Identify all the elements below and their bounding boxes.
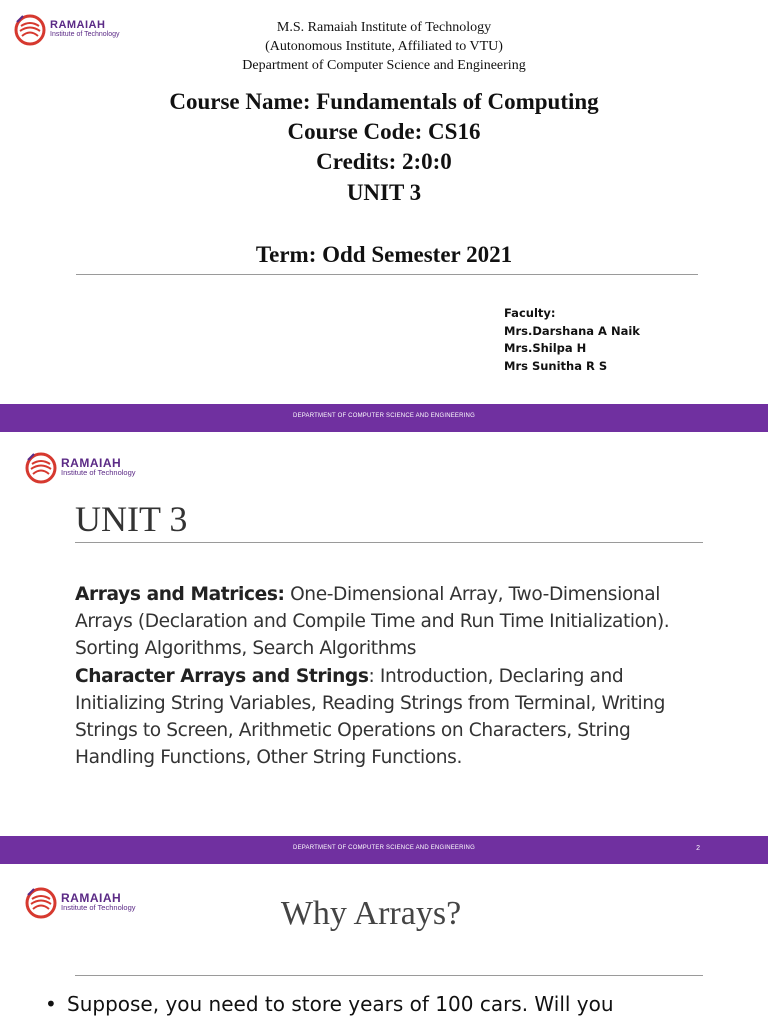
unit-syllabus (75, 581, 715, 771)
slide-title: Why Arrays? (280, 895, 462, 932)
faculty-block (504, 305, 640, 375)
ramaiah-logo (24, 450, 136, 484)
logo-name: RAMAIAH (61, 456, 122, 471)
topic-description: One-Dimensional Array, Two-Dimensional Arrays (Declaration and Compile Time and Run Time Initialization). Sorting Algorithms, Search Algorithms (75, 584, 670, 660)
page-number: 2 (696, 845, 700, 852)
slide-footer (0, 836, 768, 864)
topic-heading: Character Arrays and Strings (75, 665, 369, 687)
title-divider (75, 975, 703, 976)
logo-subtitle: Institute of Technology (61, 468, 136, 478)
ramaiah-logo-icon (24, 450, 58, 484)
topic-description: : Introduction, Declaring and Initializing String Variables, Reading Strings from Terminal, Writing Strings to Screen, Arithmetic Operations on Characters, String Handling Functions, Other String Functions. (75, 665, 666, 769)
title-divider (76, 274, 698, 275)
term-line: Term: Odd Semester 2021 (255, 242, 513, 267)
institute-affiliation: (Autonomous Institute, Affiliated to VTU) (265, 39, 503, 54)
bullet-glyph: • (45, 992, 57, 1016)
faculty-heading: Faculty: (504, 306, 556, 320)
footer-department: DEPARTMENT OF COMPUTER SCIENCE AND ENGINEERING (293, 845, 475, 851)
logo-name: RAMAIAH (61, 891, 122, 906)
faculty-member: Mrs Sunitha R S (504, 358, 608, 373)
logo-subtitle: Institute of Technology (50, 31, 120, 38)
course-name: Course Name: Fundamentals of Computing (169, 89, 599, 114)
course-code: Course Code: CS16 (287, 119, 481, 144)
logo-subtitle: Institute of Technology (61, 903, 136, 913)
title-divider (75, 542, 703, 543)
bullet-text: Suppose, you need to store years of 100 cars. Will you (67, 992, 614, 1016)
faculty-member: Mrs.Shilpa H (504, 341, 587, 355)
title-slide (0, 0, 768, 432)
slide-title: UNIT 3 (75, 499, 188, 539)
logo-name: RAMAIAH (50, 19, 106, 31)
course-credits: Credits: 2:0:0 (316, 149, 452, 174)
bullet-item (45, 990, 614, 1018)
slide-footer (0, 404, 768, 432)
institute-name: M.S. Ramaiah Institute of Technology (276, 20, 492, 35)
footer-department: DEPARTMENT OF COMPUTER SCIENCE AND ENGINEERING (293, 413, 475, 419)
topic-heading: Arrays and Matrices: (75, 584, 285, 605)
course-unit: UNIT 3 (346, 180, 422, 205)
department-name: Department of Computer Science and Engineering (242, 58, 526, 73)
faculty-member: Mrs.Darshana A Naik (504, 323, 640, 338)
